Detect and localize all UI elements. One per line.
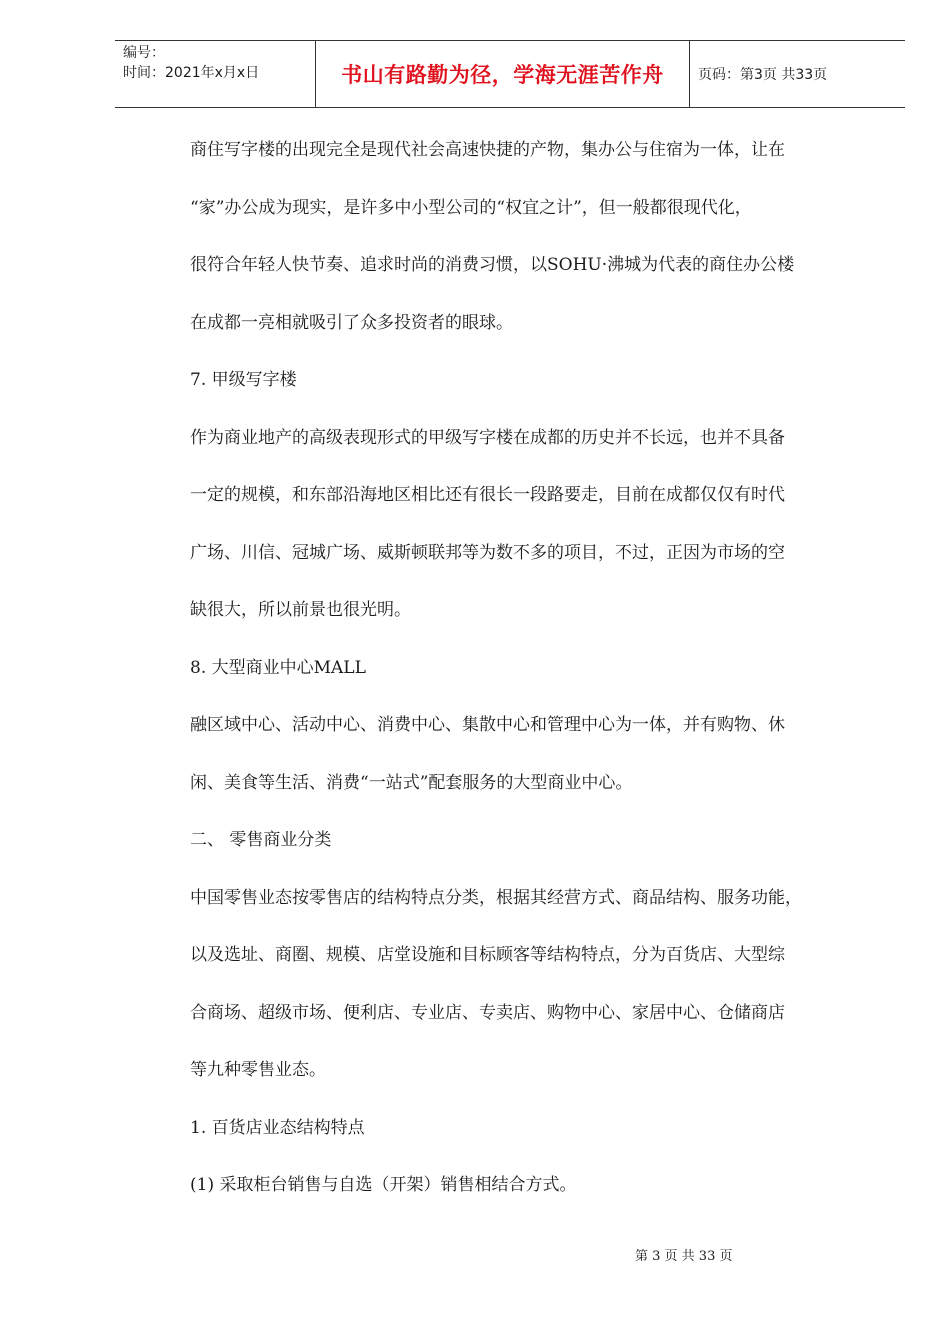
section-heading: 1. 百货店业态结构特点 (190, 1117, 365, 1138)
section-heading: 8. 大型商业中心MALL (190, 657, 366, 678)
page-header (115, 40, 905, 108)
header-meta (115, 41, 316, 107)
body-line: 等九种零售业态。 (190, 1060, 326, 1080)
body-line: 作为商业地产的高级表现形式的甲级写字楼在成都的历史并不长远，也并不具备 (190, 427, 785, 448)
body-line: 融区域中心、活动中心、消费中心、集散中心和管理中心为一体，并有购物、休 (190, 715, 785, 735)
page-footer: 第 3 页 共 33 页 (635, 1249, 733, 1264)
body-line: 以及选址、商圈、规模、店堂设施和目标顾客等结构特点，分为百货店、大型综 (190, 945, 785, 965)
header-motto: 书山有路勤为径，学海无涯苦作舟 (316, 41, 690, 107)
body-line: 广场、川信、冠城广场、威斯顿联邦等为数不多的项目，不过，正因为市场的空 (190, 542, 785, 563)
body-line: (1) 采取柜台销售与自选（开架）销售相结合方式。 (190, 1175, 577, 1195)
document-body (190, 128, 870, 1221)
body-line: 一定的规模，和东部沿海地区相比还有很长一段路要走，目前在成都仅仅有时代 (190, 485, 785, 505)
body-line: 中国零售业态按零售店的结构特点分类，根据其经营方式、商品结构、服务功能， (190, 887, 802, 908)
body-line: 在成都一亮相就吸引了众多投资者的眼球。 (190, 312, 513, 333)
body-line: “家”办公成为现实，是许多中小型公司的“权宜之计”，但一般都很现代化， (190, 197, 752, 218)
body-line: 商住写字楼的出现完全是现代社会高速快捷的产物，集办公与住宿为一体，让在 (190, 140, 785, 160)
body-line: 闲、美食等生活、消费“一站式”配套服务的大型商业中心。 (190, 772, 633, 793)
section-heading: 二、 零售商业分类 (190, 830, 332, 850)
body-line: 缺很大，所以前景也很光明。 (190, 600, 411, 620)
header-page-number: 页码：第3页 共33页 (698, 67, 828, 83)
time-label: 时间：2021年x月x日 (123, 65, 260, 81)
number-label: 编号： (123, 45, 165, 61)
body-line: 合商场、超级市场、便利店、专业店、专卖店、购物中心、家居中心、仓储商店 (190, 1002, 785, 1023)
section-heading: 7. 甲级写字楼 (190, 370, 297, 390)
body-line: 很符合年轻人快节奏、追求时尚的消费习惯，以SOHU·沸城为代表的商住办公楼 (190, 255, 795, 275)
